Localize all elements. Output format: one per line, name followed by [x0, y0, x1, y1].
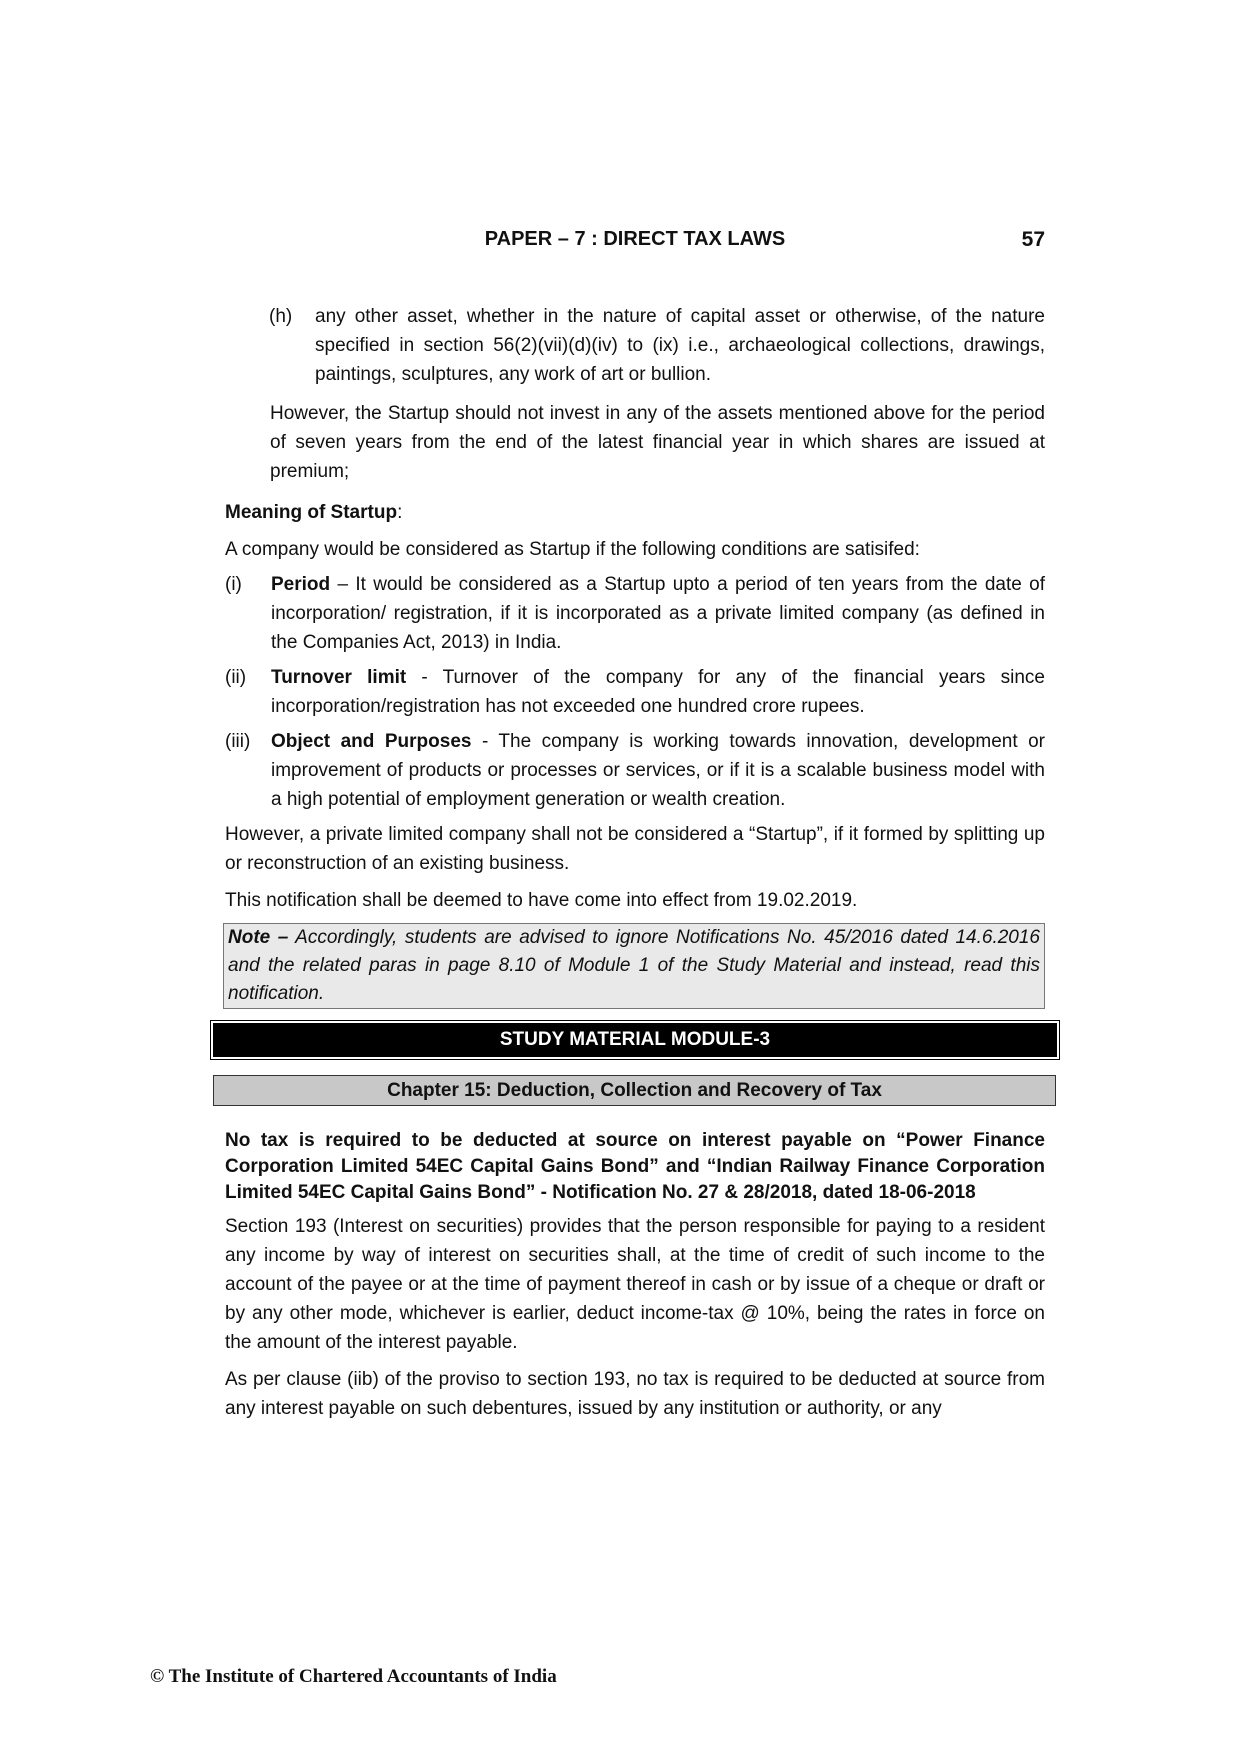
condition-item	[225, 570, 1045, 657]
page-header	[225, 228, 1045, 258]
paragraph-private-limited: However, a private limited company shall not be considered a “Startup”, if it formed by splitting up or reconstruction of an existing business.	[225, 824, 1045, 874]
section-heading: No tax is required to be deducted at source on interest payable on “Power Finance Corporation Limited 54EC Capital Gains Bond” and “Indian Railway Finance Corporation Limited 54EC Capital Gains Bond” - Notification No. 27 & 28/2018, dated 18-06-2018	[225, 1130, 1045, 1203]
list-label: (ii)	[225, 667, 247, 688]
note-label: Note –	[228, 927, 289, 948]
paper-title: PAPER – 7 : DIRECT TAX LAWS	[484, 228, 786, 250]
copyright-footer: © The Institute of Chartered Accountants of India	[150, 1666, 557, 1687]
meaning-heading: Meaning of Startup:	[225, 502, 403, 523]
condition-item	[225, 727, 1045, 814]
paragraph-startup-restriction: However, the Startup should not invest in any of the assets mentioned above for the period of seven years from the end of the latest financial year in which shares are issued at premium;	[270, 403, 1045, 482]
list-label: (iii)	[225, 731, 251, 752]
conditions-intro: A company would be considered as Startup if the following conditions are satisifed:	[225, 539, 920, 560]
paragraph-section-193: Section 193 (Interest on securities) provides that the person responsible for paying to a resident any income by way of interest on securities shall, at the time of credit of such income to the account of the payee or at the time of payment thereof in cash or by issue of a cheque or draft or by any other mode, whichever is earlier, deduct income-tax @ 10%, being the rates in force on the amount of the interest payable.	[225, 1216, 1045, 1353]
paragraph-proviso: As per clause (iib) of the proviso to section 193, no tax is required to be deducted at source from any interest payable on such debentures, issued by any institution or authority, or any	[225, 1369, 1045, 1419]
document-body	[225, 302, 1045, 1423]
paragraph-effective-date: This notification shall be deemed to have come into effect from 19.02.2019.	[225, 890, 858, 911]
condition-item	[225, 663, 1045, 721]
list-item-h	[225, 302, 1045, 389]
list-text: Object and Purposes - The company is working towards innovation, development or improvement of products or processes or services, or if it is a scalable business model with a high potential of employment generation or wealth creation.	[271, 731, 1045, 810]
list-text: Period – It would be considered as a Startup upto a period of ten years from the date of incorporation/ registration, if it is incorporated as a private limited company (as defined in the Companies Act, 2013) in India.	[271, 574, 1045, 653]
module-banner: STUDY MATERIAL MODULE-3	[213, 1023, 1057, 1057]
page-number: 57	[1021, 228, 1045, 251]
note-text: Accordingly, students are advised to ignore Notifications No. 45/2016 dated 14.6.2016 and the related paras in page 8.10 of Module 1 of the Study Material and instead, read this notification.	[228, 927, 1040, 1004]
list-label: (h)	[269, 306, 293, 327]
note-box	[223, 923, 1045, 1009]
list-text: Turnover limit - Turnover of the company for any of the financial years since incorporation/registration has not exceeded one hundred crore rupees.	[271, 667, 1045, 717]
list-label: (i)	[225, 574, 242, 595]
chapter-heading: Chapter 15: Deduction, Collection and Recovery of Tax	[213, 1075, 1056, 1106]
list-text: any other asset, whether in the nature of capital asset or otherwise, of the nature specified in section 56(2)(vii)(d)(iv) to (ix) i.e., archaeological collections, drawings, paintings, sculptures, any work of art or bullion.	[315, 306, 1045, 385]
